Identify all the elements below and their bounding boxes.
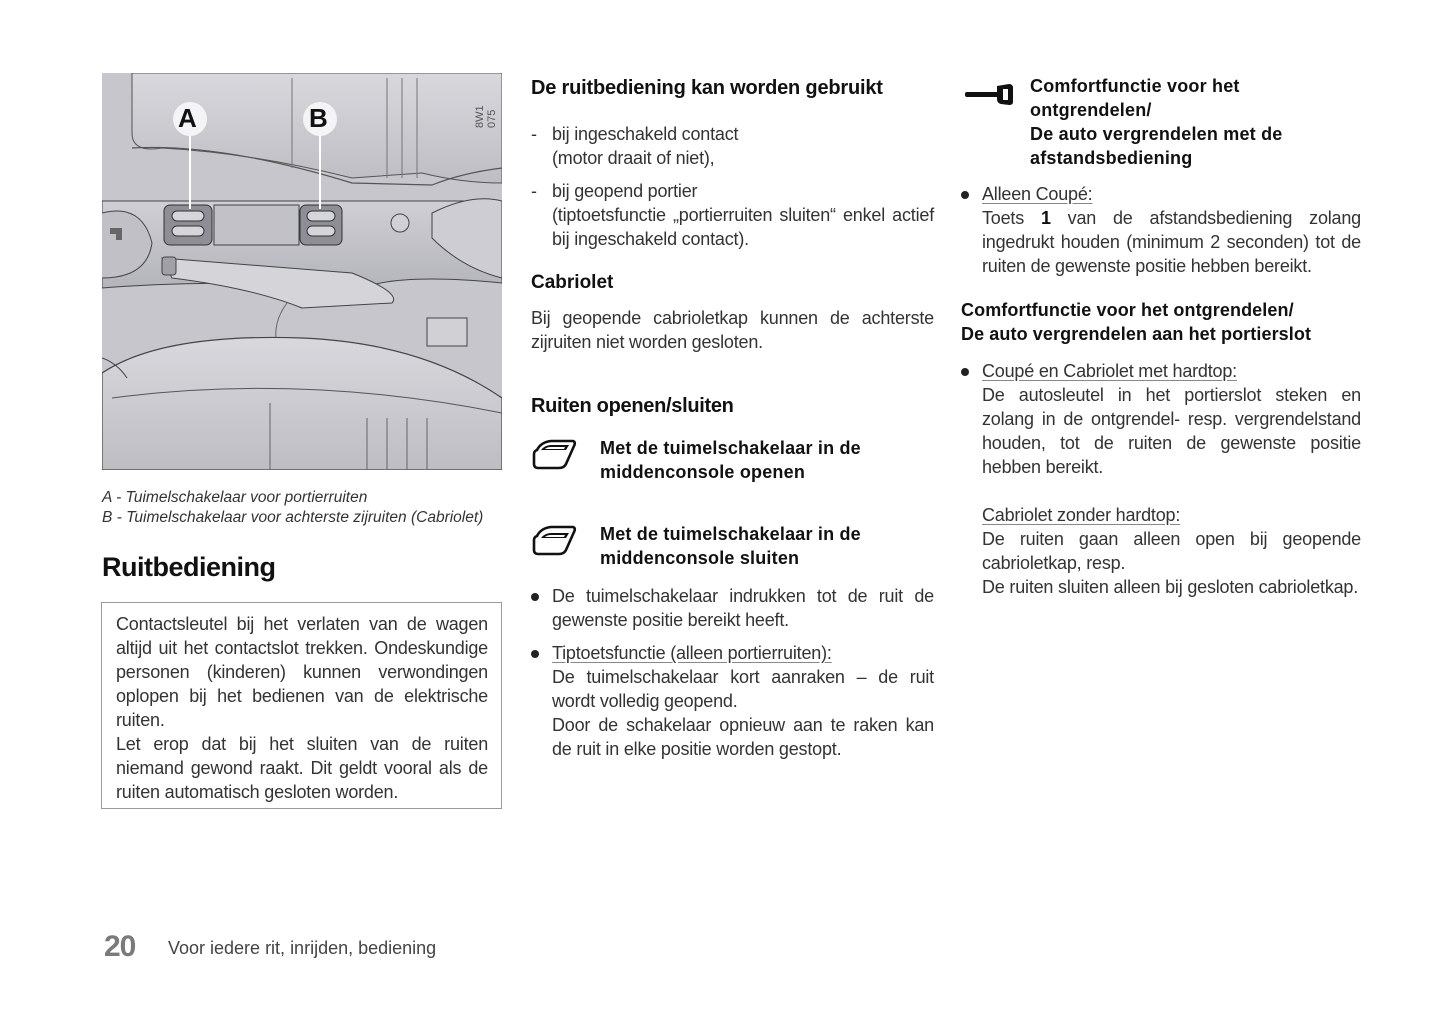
caption-b: B - Tuimelschakelaar voor achterste zijruiten (Cabriolet)	[102, 509, 484, 526]
window-switch-open-icon	[531, 438, 577, 472]
middle-column	[531, 76, 934, 761]
page-title: Ruitbediening	[102, 552, 276, 582]
window-switch-close-icon	[531, 524, 577, 558]
caption-a: A - Tuimelschakelaar voor portierruiten	[102, 489, 368, 506]
warning-paragraph-2: Let erop dat bij het sluiten van de ruiten niemand gewond raakt. Dit geldt vooral als de ruiten automatisch gesloten worden.	[116, 734, 488, 802]
usage-item: - bij ingeschakeld contact (motor draait of niet),	[531, 124, 739, 168]
bullet-icon	[961, 368, 969, 376]
no-hardtop-title: Cabriolet zonder hardtop:	[982, 505, 1181, 525]
heading-open-close: Ruiten openen/sluiten	[531, 395, 734, 417]
right-column	[961, 74, 1361, 599]
instruction-open: Met de tuimelschakelaar in de middenconsole openen	[531, 436, 934, 488]
bullet-coupe: Alleen Coupé: Toets 1 van de afstandsbediening zolang ingedrukt houden (minimum 2 seconden) tot de ruiten de gewenste positie hebben bereikt.	[961, 182, 1361, 278]
instruction-close: Met de tuimelschakelaar in de middenconsole sluiten	[531, 522, 934, 574]
heading-remote: Comfortfunctie voor het ontgrendelen/ De auto vergrendelen met de afstandsbediening	[961, 74, 1361, 170]
page-number: 20	[104, 930, 136, 963]
bullet-hardtop: Coupé en Cabriolet met hardtop: De autosleutel in het portierslot steken en zolang in de ontgrendel- resp. vergrendelstand houden, tot de ruiten de gewenste positie hebben bereikt. Cabriolet zonder hardtop: De ruiten gaan alleen open bij geopende cabrioletkap, resp. De ruiten sluiten alleen bij gesloten cabrioletkap.	[961, 359, 1361, 599]
bullet-icon	[961, 191, 969, 199]
cabriolet-text: Bij geopende cabrioletkap kunnen de achterste zijruiten niet worden gesloten.	[531, 308, 934, 352]
coupe-title: Alleen Coupé:	[982, 184, 1093, 204]
bullet-press-switch: De tuimelschakelaar indrukken tot de ruit de gewenste positie bereikt heeft.	[531, 584, 934, 632]
callout-label-a: A	[178, 103, 197, 133]
section-title: Voor iedere rit, inrijden, bediening	[168, 938, 437, 958]
figure-ref-code: 8W1 075	[474, 105, 498, 128]
tip-function-title: Tiptoetsfunctie (alleen portierruiten):	[552, 643, 832, 663]
figure-caption	[102, 488, 522, 528]
car-key-icon	[965, 82, 1023, 106]
usage-item: - bij geopend portier (tiptoetsfunctie „portierruiten sluiten“ enkel actief bij ingeschakeld contact).	[531, 181, 934, 249]
heading-usage: De ruitbediening kan worden gebruikt	[531, 77, 883, 99]
heading-door-lock: Comfortfunctie voor het ontgrendelen/ De auto vergrendelen aan het portierslot	[961, 300, 1312, 344]
bullet-icon	[531, 593, 539, 601]
bullet-icon	[531, 650, 539, 658]
bullet-tip-function: Tiptoetsfunctie (alleen portierruiten): De tuimelschakelaar kort aanraken – de ruit wordt volledig geopend. Door de schakelaar opnieuw aan te raken kan de ruit in elke positie worden gestopt.	[531, 641, 934, 761]
center-console-illustration	[102, 73, 502, 470]
callout-label-b: B	[309, 103, 328, 133]
heading-cabriolet: Cabriolet	[531, 272, 614, 293]
hardtop-title: Coupé en Cabriolet met hardtop:	[982, 361, 1237, 381]
warning-paragraph-1: Contactsleutel bij het verlaten van de wagen altijd uit het contactslot trekken. Ondeskundige personen (kinderen) kunnen verwondingen oplopen bij het bedienen van de elektrische ruiten.	[116, 614, 488, 730]
warning-box	[101, 602, 502, 809]
